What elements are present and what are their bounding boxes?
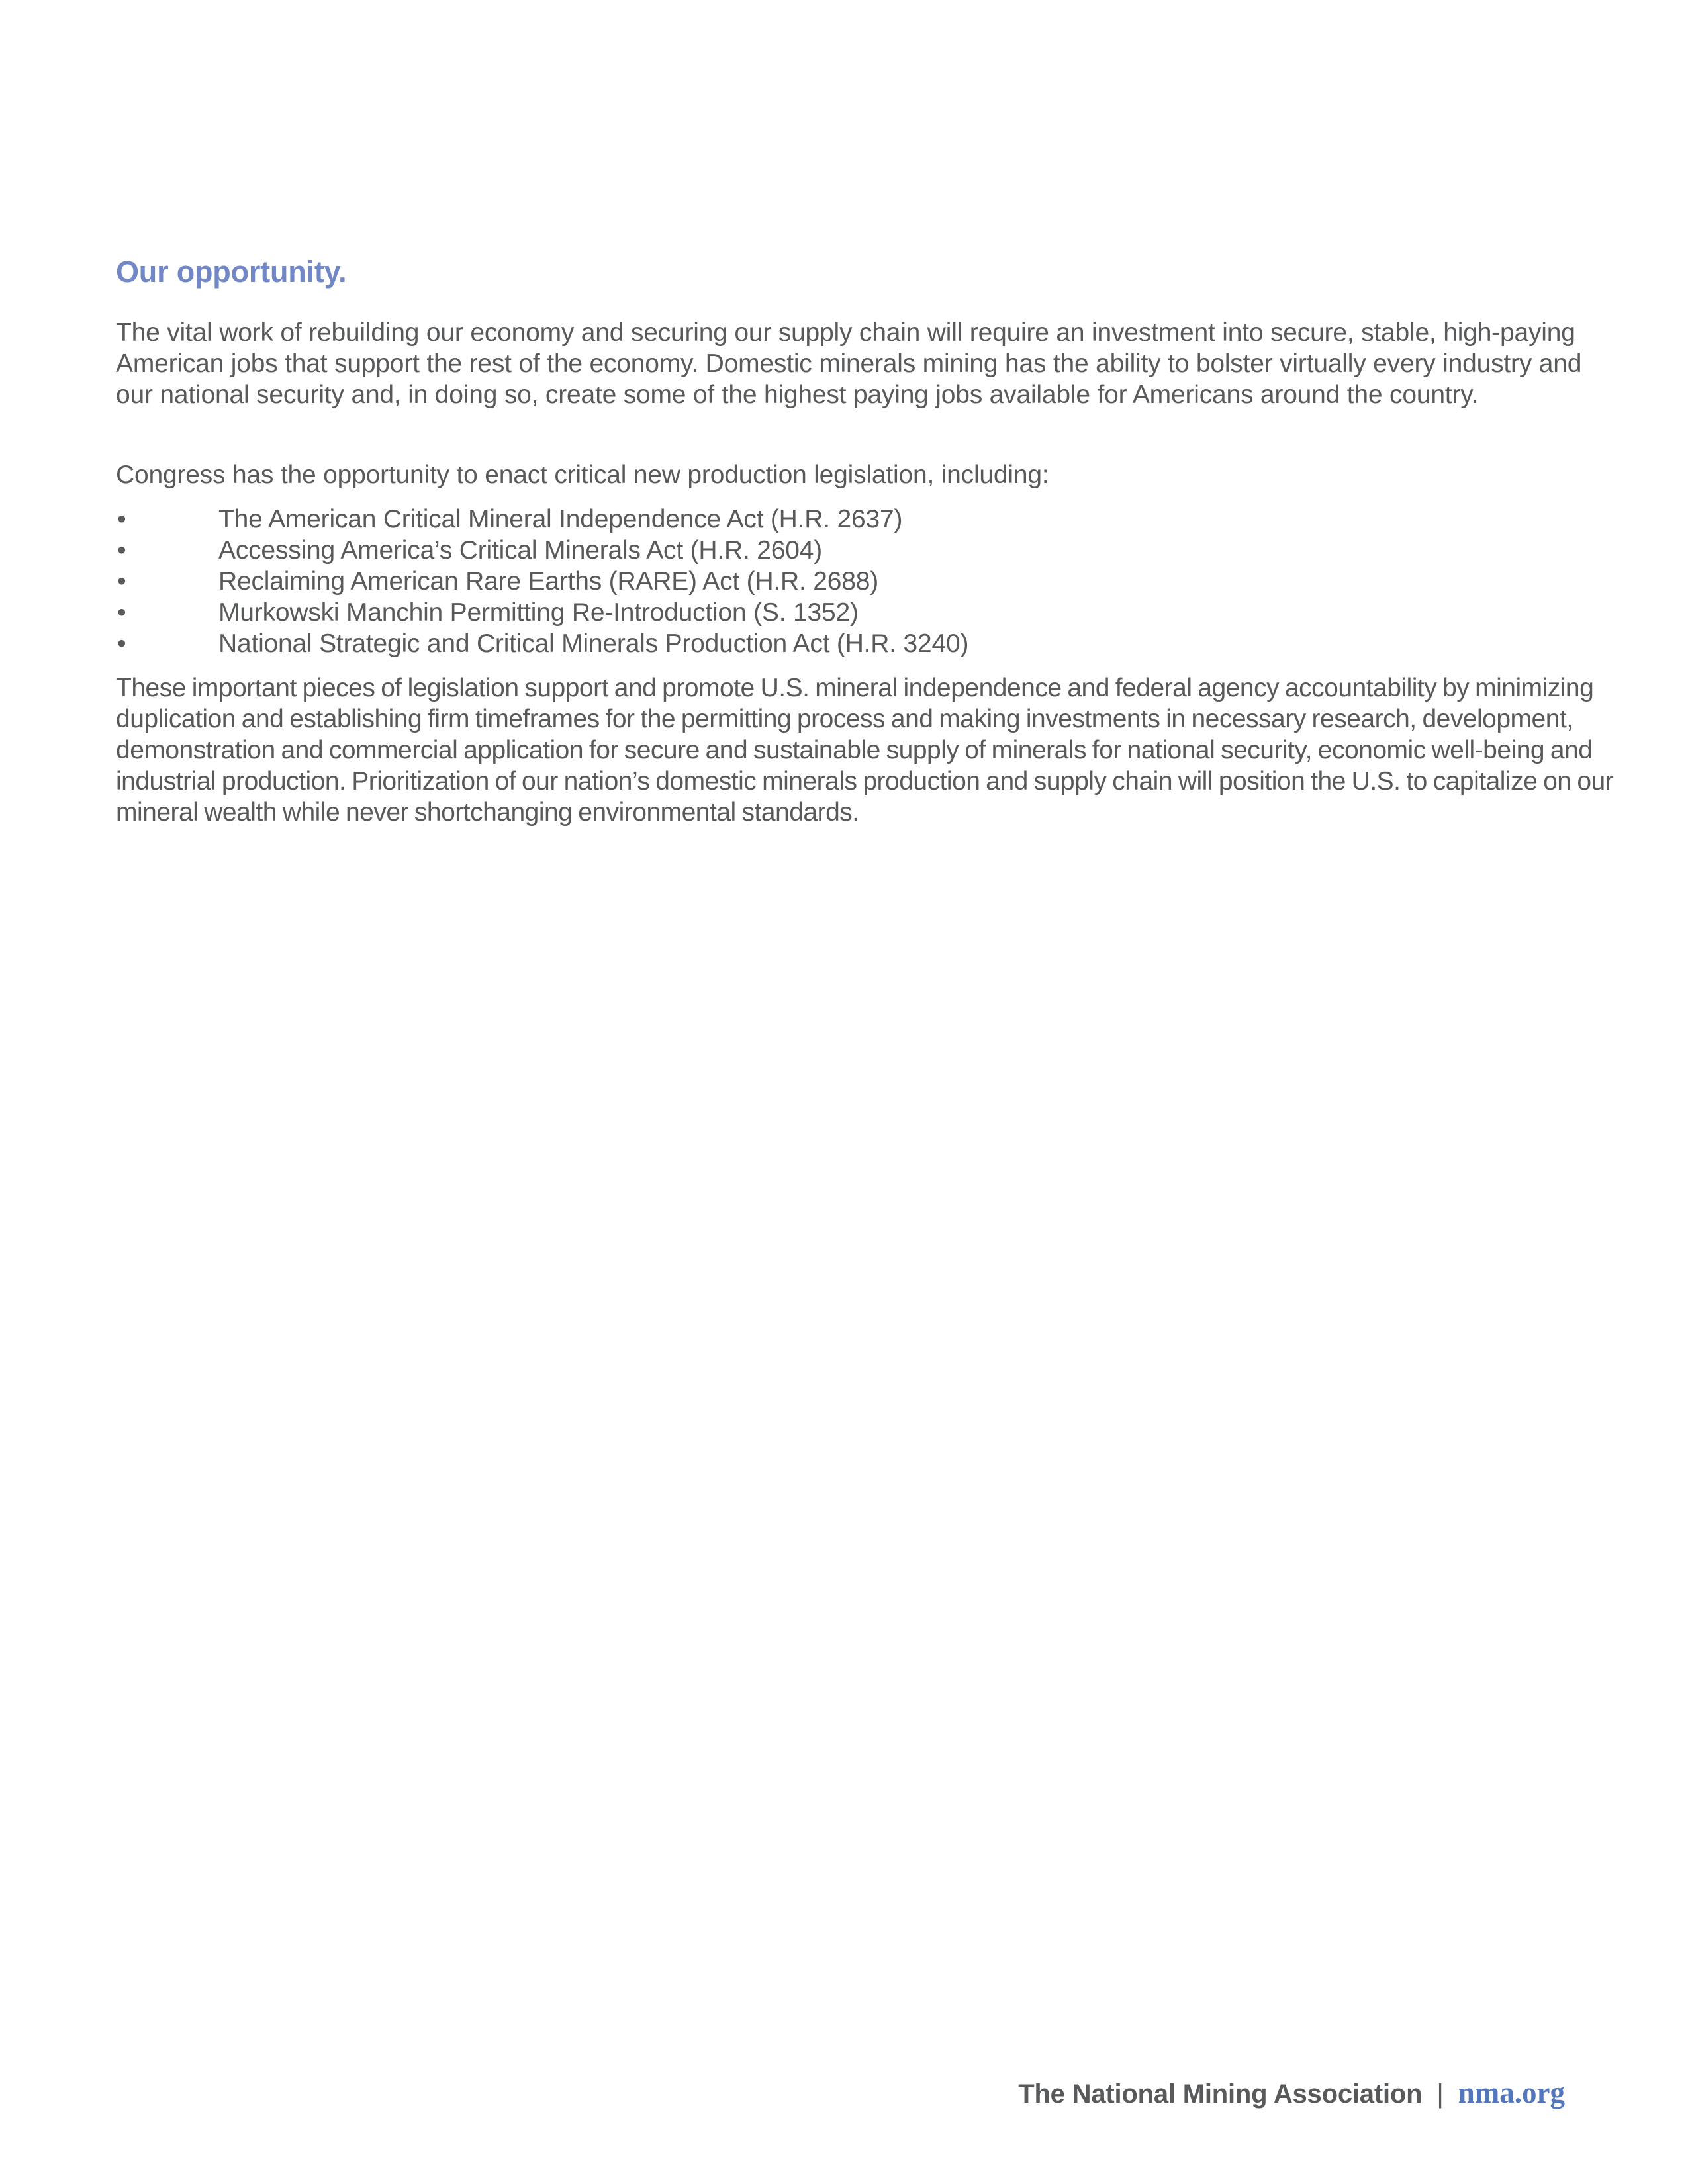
footer-separator: | [1436,2079,1444,2109]
bullet-icon: • [117,505,126,533]
list-item-text: Accessing America’s Critical Minerals Act (H.R. 2604) [218,536,822,565]
bullet-icon: • [117,536,126,565]
legislation-list [116,504,1618,659]
list-item [116,535,1618,566]
list-item-text: The American Critical Mineral Independence Act (H.R. 2637) [218,505,903,533]
list-item [116,566,1618,597]
list-item-text: Reclaiming American Rare Earths (RARE) Act (H.R. 2688) [218,567,879,596]
footer-organization: The National Mining Association [1018,2079,1423,2109]
intro-paragraph: The vital work of rebuilding our economy and securing our supply chain will require an investment into secure, stable, high-paying American jobs that support the rest of the economy. Domestic minerals mining has the ability to bolster virtually every industry and our national security and, in doing so, create some of the highest paying jobs available for Americans around the country. [116,318,1582,409]
list-item [116,628,1618,659]
footer [1018,2077,1565,2109]
list-item-text: National Strategic and Critical Minerals Production Act (H.R. 3240) [218,629,969,658]
congress-paragraph: Congress has the opportunity to enact critical new production legislation, including: [116,461,1049,489]
closing-paragraph: These important pieces of legislation support and promote U.S. mineral independence and federal agency accountability by minimizing duplication and establishing firm timeframes for the permitting process and making investments in necessary research, development, demonstration and commercial application for secure and sustainable supply of minerals for national security, economic well-being and industrial production. Prioritization of our nation’s domestic minerals production and supply chain will position the U.S. to capitalize on our mineral wealth while never shortchanging environmental standards. [116,674,1614,827]
list-item-text: Murkowski Manchin Permitting Re-Introduction (S. 1352) [218,598,859,627]
bullet-icon: • [117,567,126,596]
bullet-icon: • [117,598,126,627]
footer-website-link[interactable]: nma.org [1458,2076,1565,2109]
bullet-icon: • [117,629,126,658]
page-heading: Our opportunity. [116,255,347,289]
list-item [116,504,1618,535]
list-item [116,597,1618,628]
